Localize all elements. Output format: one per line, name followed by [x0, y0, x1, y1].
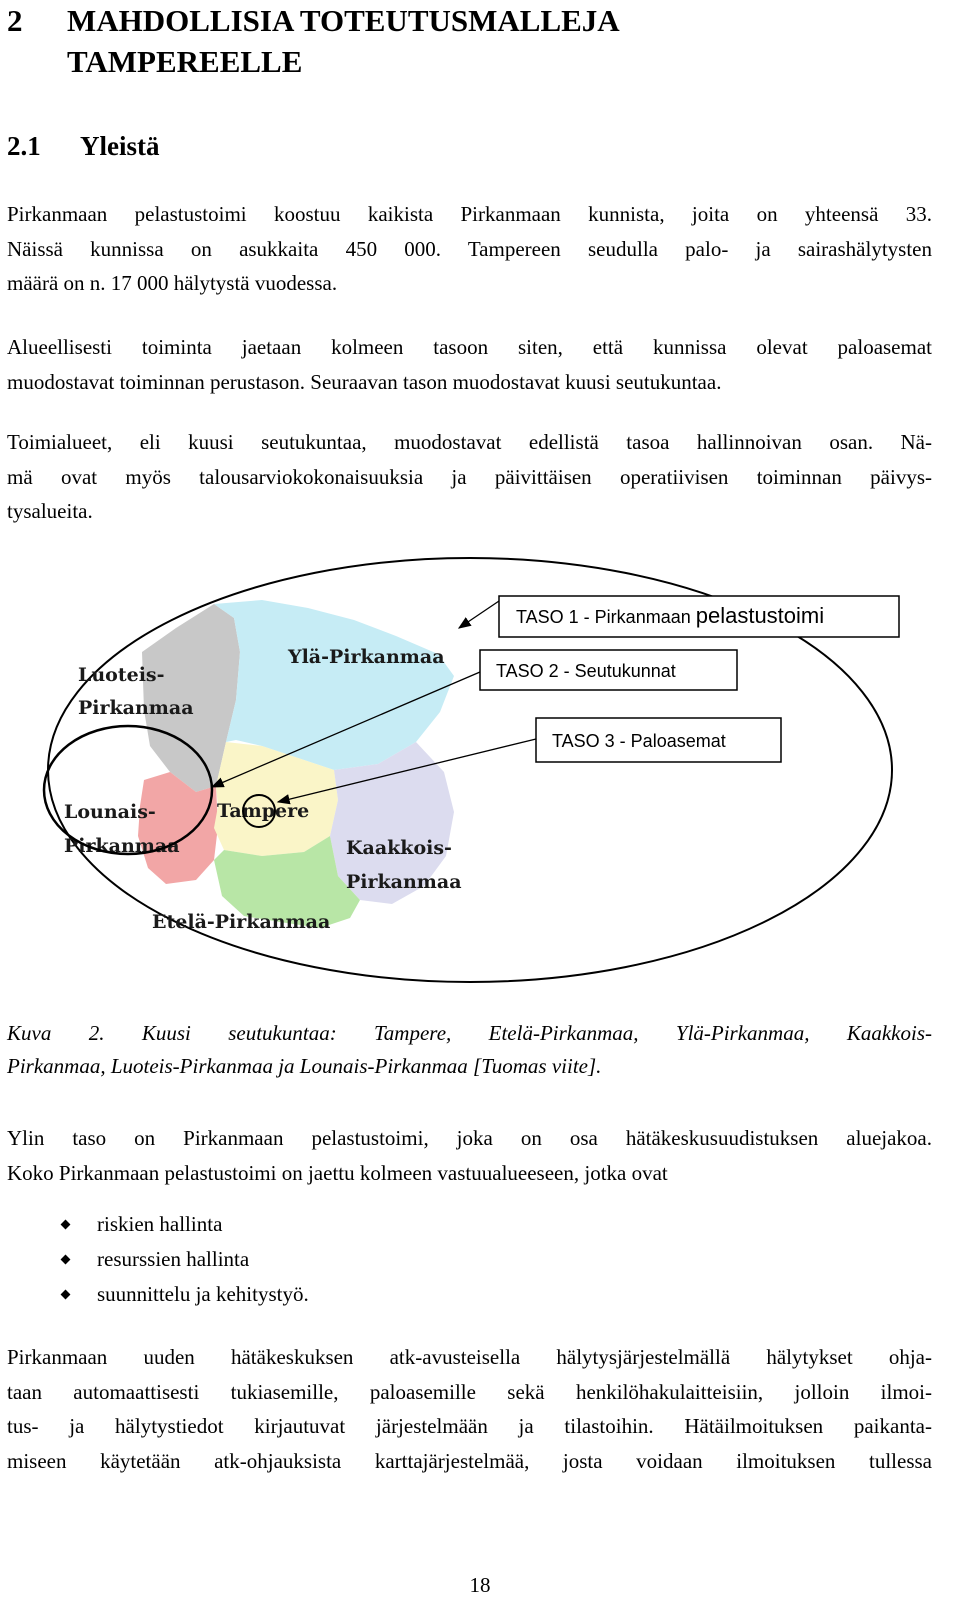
list-item-text: riskien hallinta — [97, 1212, 223, 1236]
chapter-number: 2 — [7, 3, 23, 38]
label-kaakkois-line2: Pirkanmaa — [346, 871, 462, 893]
caption-line: Pirkanmaa, Luoteis-Pirkanmaa ja Lounais-Pirkanmaa [Tuomas viite]. — [7, 1054, 602, 1078]
label-kaakkois-line1: Kaakkois- — [346, 837, 452, 859]
paragraph-2 — [7, 330, 932, 399]
paragraph-line: Toimialueet, eli kuusi seutukuntaa, muodostavat edellistä tasoa hallinnoivan osan. Nä- — [7, 430, 932, 454]
label-lounais-line2: Pirkanmaa — [64, 835, 180, 857]
label-lounais-line1: Lounais- — [64, 801, 156, 823]
label-yla-pirkanmaa: Ylä-Pirkanmaa — [288, 646, 445, 668]
paragraph-line: tysalueita. — [7, 499, 93, 523]
caption-line: Kuva 2. Kuusi seutukuntaa: Tampere, Etelä-Pirkanmaa, Ylä-Pirkanmaa, Kaakkois- — [7, 1021, 932, 1045]
list-item-text: suunnittelu ja kehitystyö. — [97, 1282, 309, 1306]
region-map-figure — [0, 550, 960, 1010]
section-title: Yleistä — [80, 131, 160, 161]
paragraph-line: Ylin taso on Pirkanmaan pelastustoimi, joka on osa hätäkeskusuudistuksen aluejakoa. — [7, 1126, 932, 1150]
label-etela-pirkanmaa: Etelä-Pirkanmaa — [152, 911, 331, 933]
paragraph-line: Alueellisesti toiminta jaetaan kolmeen tasoon siten, että kunnissa olevat paloasemat — [7, 335, 932, 359]
paragraph-line: Näissä kunnissa on asukkaita 450 000. Tampereen seudulla palo- ja sairashälytysten — [7, 236, 932, 261]
chapter-title-line2: TAMPEREELLE — [67, 44, 303, 79]
diamond-bullet-icon — [61, 1220, 71, 1230]
figure-caption — [7, 1017, 932, 1083]
paragraph-3 — [7, 425, 932, 529]
paragraph-line: tus- ja hälytystiedot kirjautuvat järjestelmään ja tilastoihin. Hätäilmoituksen paikanta- — [7, 1414, 932, 1438]
list-item-text: resurssien hallinta — [97, 1247, 250, 1271]
diamond-bullet-icon — [61, 1290, 71, 1300]
taso2-label: TASO 2 - Seutukunnat — [496, 661, 676, 681]
paragraph-line: Pirkanmaan pelastustoimi koostuu kaikista Pirkanmaan kunnista, joita on yhteensä 33. — [7, 202, 932, 226]
paragraph-line: mä ovat myös talousarviokokonaisuuksia ja päivittäisen operatiivisen toiminnan päivys- — [7, 464, 932, 489]
paragraph-line: Koko Pirkanmaan pelastustoimi on jaettu kolmeen vastuualueeseen, jotka ovat — [7, 1160, 668, 1185]
chapter-heading — [7, 0, 620, 82]
chapter-title-line1: MAHDOLLISIA TOTEUTUSMALLEJA — [67, 3, 620, 38]
paragraph-line: Pirkanmaan uuden hätäkeskuksen atk-avusteisella hälytysjärjestelmällä hälytykset ohja- — [7, 1345, 932, 1369]
label-luoteis-line1: Luoteis- — [78, 664, 165, 686]
paragraph-line: muodostavat toiminnan perustason. Seuraavan tason muodostavat kuusi seutukuntaa. — [7, 369, 722, 394]
section-heading — [7, 131, 159, 162]
taso1-arrow — [459, 601, 499, 628]
label-tampere: Tampere — [217, 800, 310, 822]
bullet-list — [7, 1207, 932, 1312]
list-item — [7, 1242, 932, 1277]
paragraph-1 — [7, 197, 932, 301]
list-item — [7, 1277, 932, 1312]
paragraph-5 — [7, 1340, 932, 1478]
taso3-label: TASO 3 - Paloasemat — [552, 731, 726, 751]
list-item — [7, 1207, 932, 1242]
section-number: 2.1 — [7, 131, 41, 161]
paragraph-line: määrä on n. 17 000 hälytystä vuodessa. — [7, 271, 338, 295]
label-luoteis-line2: Pirkanmaa — [78, 697, 194, 719]
page-number: 18 — [469, 1573, 491, 1597]
paragraph-line: miseen käytetään atk-ohjauksista karttajärjestelmää, josta voidaan ilmoituksen tullessa — [7, 1448, 932, 1473]
diamond-bullet-icon — [61, 1255, 71, 1265]
paragraph-4 — [7, 1121, 932, 1190]
taso1-label: TASO 1 - Pirkanmaan pelastustoimi — [516, 603, 825, 628]
paragraph-line: taan automaattisesti tukiasemille, paloasemille sekä henkilöhakulaitteisiin, jolloin ilmoi- — [7, 1379, 932, 1404]
